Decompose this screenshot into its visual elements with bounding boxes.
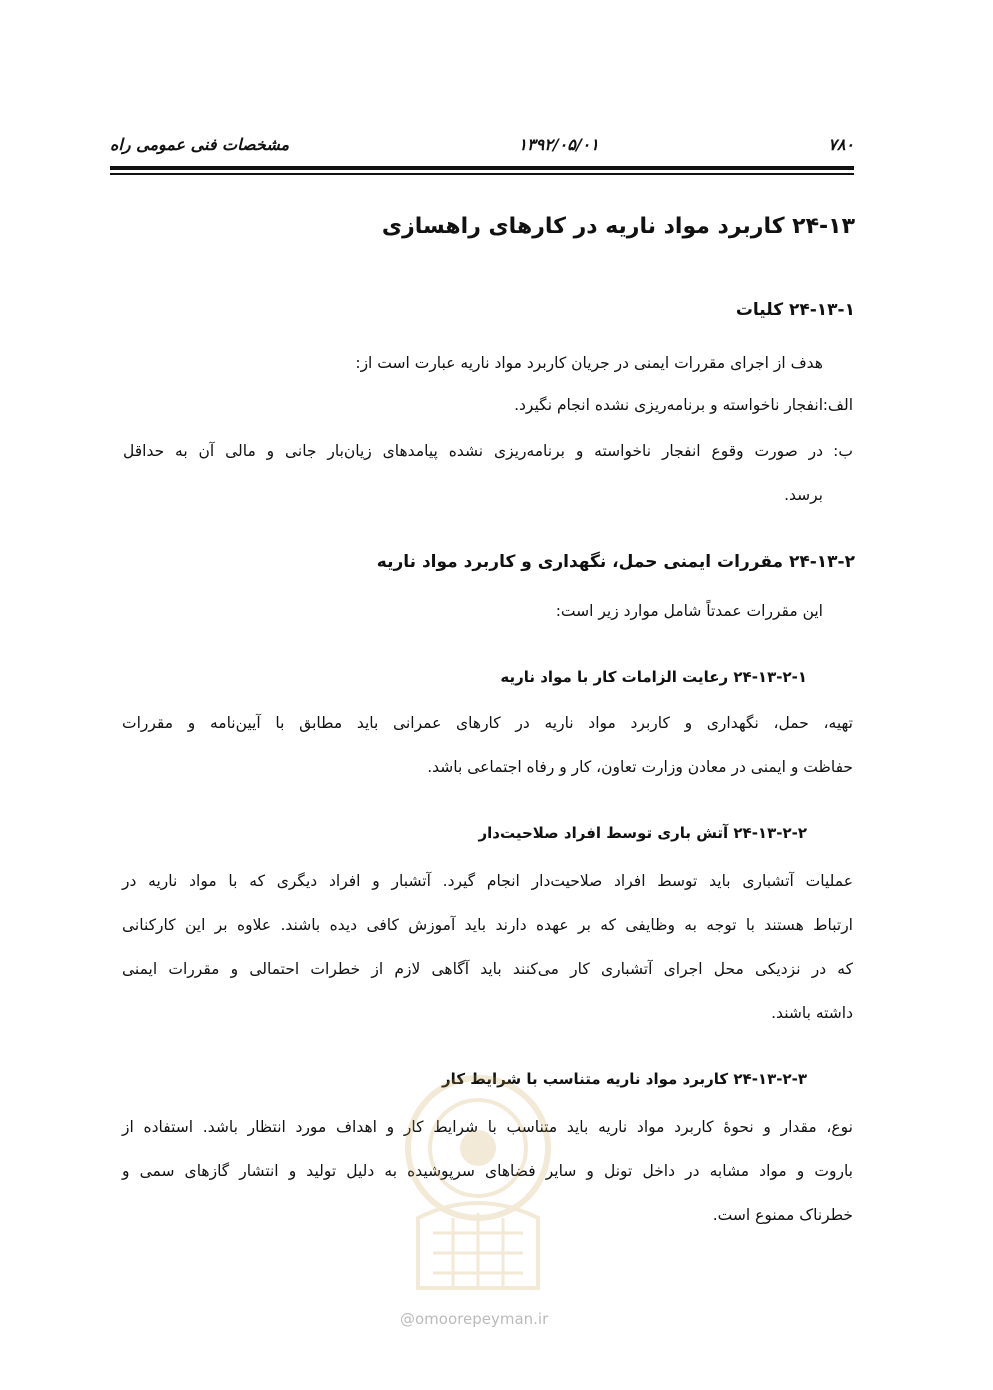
item-b-line-2: برسد. [784, 486, 823, 504]
heading-sub-2: ۲۴-۱۳-۲-۲ آتش باری توسط افراد صلاحیت‌دار [478, 824, 807, 842]
header-rule-thick [110, 166, 854, 170]
page-number: ۷۸۰ [828, 134, 854, 154]
heading-sub-3: ۲۴-۱۳-۲-۳ کاربرد مواد ناریه متناسب با شرایط کار [442, 1070, 807, 1088]
watermark-text: @omoorepeyman.ir [400, 1310, 549, 1328]
sub-3-line-2: باروت و مواد مشابه در داخل تونل و سایر فضاهای سرپوشیده به دلیل تولید و انتشار گازهای سمی و [122, 1162, 853, 1180]
section-title: ۲۴-۱۳ کاربرد مواد ناریه در کارهای راهسازی [381, 214, 855, 239]
sub-2-line-3: که در نزدیکی محل اجرای آتشباری کار می‌کنند باید آگاهی لازم از خطرات احتمالی و مقررات ایمنی [122, 960, 853, 978]
running-header [110, 128, 854, 160]
safety-rules-intro: این مقررات عمدتاً شامل موارد زیر است: [555, 602, 823, 620]
sub-2-line-2: ارتباط هستند با توجه به وظایفی که بر عهده دارند باید آموزش کافی دیده باشند. علاوه بر این کارکنانی [122, 916, 853, 934]
item-b-label: ب: [833, 442, 853, 460]
header-rule-thin [110, 173, 854, 175]
heading-safety-rules: ۲۴-۱۳-۲ مقررات ایمنی حمل، نگهداری و کاربرد مواد ناریه [376, 552, 855, 572]
sub-2-line-1: عملیات آتشباری باید توسط افراد صلاحیت‌دار انجام گیرد. آتشبار و افراد دیگری که با مواد ناریه در [122, 872, 853, 890]
watermark-logo-icon [378, 1068, 578, 1308]
intro-paragraph: هدف از اجرای مقررات ایمنی در جریان کاربرد مواد ناریه عبارت است از: [355, 354, 823, 372]
sub-3-line-3: خطرناک ممنوع است. [712, 1206, 853, 1224]
item-a-text: انفجار ناخواسته و برنامه‌ریزی نشده انجام نگیرد. [514, 396, 823, 414]
item-a-label: الف: [822, 396, 853, 414]
header-date: ۱۳۹۲/۰۵/۰۱ [518, 134, 599, 154]
sub-1-line-1: تهیه، حمل، نگهداری و کاربرد مواد ناریه در کارهای عمرانی باید مطابق با آیین‌نامه و مقررات [122, 714, 853, 732]
sub-3-line-1: نوع، مقدار و نحوۀ کاربرد مواد ناریه باید متناسب با شرایط کار و اهداف مورد انتظار باشد. استفاده از [122, 1118, 853, 1136]
sub-1-line-2: حفاظت و ایمنی در معادن وزارت تعاون، کار و رفاه اجتماعی باشد. [427, 758, 853, 776]
sub-2-line-4: داشته باشند. [771, 1004, 853, 1022]
heading-sub-1: ۲۴-۱۳-۲-۱ رعایت الزامات کار با مواد ناریه [500, 668, 807, 686]
header-title: مشخصات فنی عمومی راه [110, 134, 290, 154]
item-b-line-1: در صورت وقوع انفجار ناخواسته و برنامه‌ریزی نشده پیامدهای زیان‌بار جانی و مالی آن به حداقل [123, 442, 823, 460]
heading-general: ۲۴-۱۳-۱ کلیات [735, 300, 855, 320]
